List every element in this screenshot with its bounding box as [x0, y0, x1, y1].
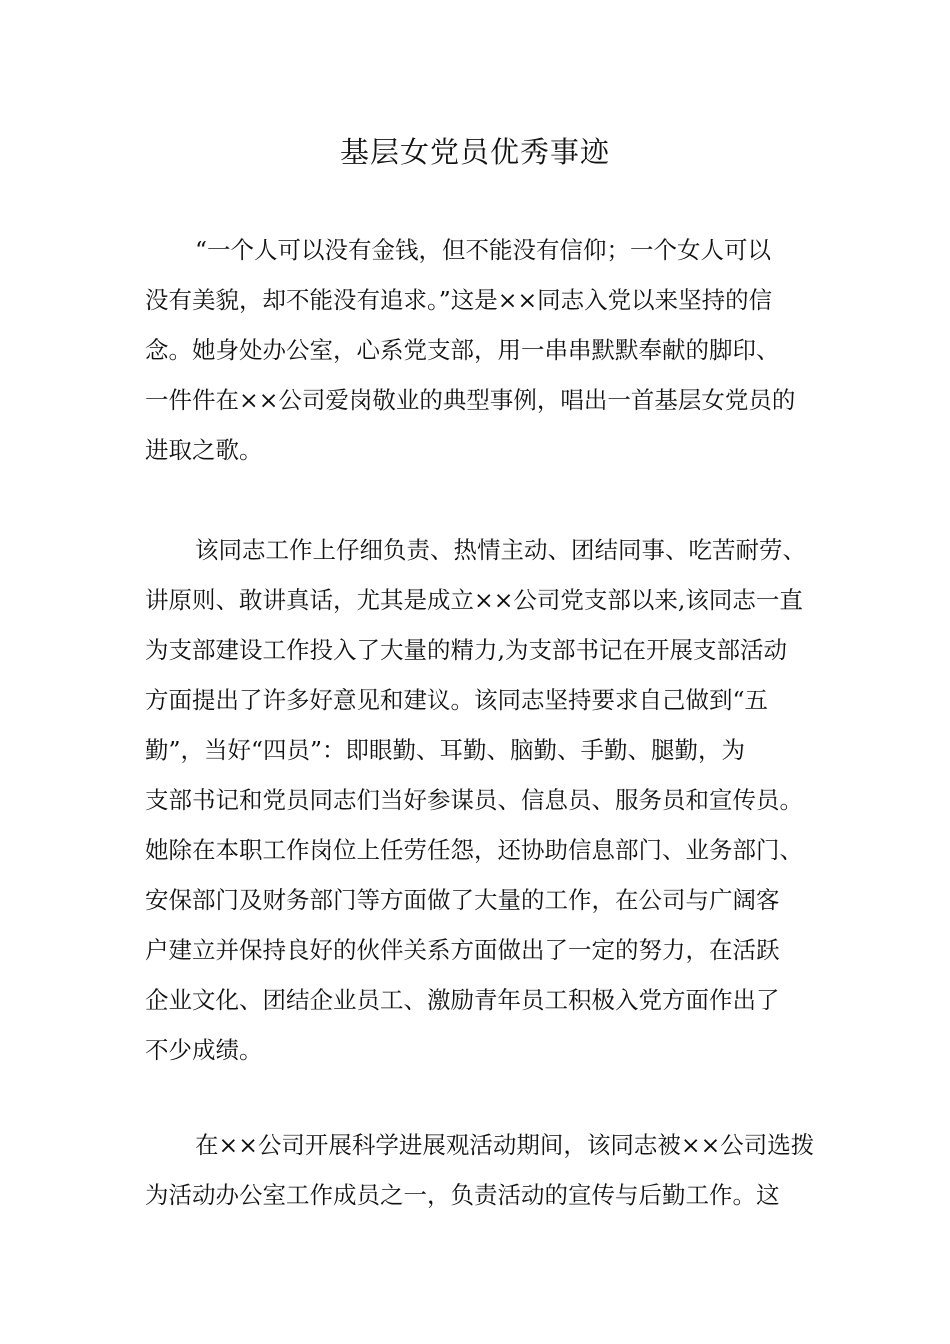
paragraph-2-line-6: 支部书记和党员同志们当好参谋员、信息员、服务员和宣传员。: [145, 786, 803, 814]
paragraph-2-line-5: 勤”，当好“四员”：即眼勤、耳勤、脑勤、手勤、腿勤，为: [145, 736, 746, 764]
paragraph-2-line-4: 方面提出了许多好意见和建议。该同志坚持要求自己做到“五: [145, 686, 769, 714]
paragraph-1-line-5: 进取之歌。: [145, 436, 263, 464]
paragraph-1-line-4: 一件件在××公司爱岗敬业的典型事例，唱出一首基层女党员的: [145, 386, 796, 414]
paragraph-2-line-7: 她除在本职工作岗位上任劳任怨，还协助信息部门、业务部门、: [145, 836, 803, 864]
paragraph-2-line-10: 企业文化、团结企业员工、激励青年员工积极入党方面作出了: [145, 986, 780, 1014]
document-title: 基层女党员优秀事迹: [339, 135, 610, 169]
paragraph-2-line-11: 不少成绩。: [145, 1036, 263, 1064]
paragraph-2-line-9: 户建立并保持良好的伙伴关系方面做出了一定的努力，在活跃: [145, 936, 780, 964]
paragraph-2-line-2: 讲原则、敢讲真话，尤其是成立××公司党支部以来,该同志一直: [145, 586, 803, 614]
paragraph-2-line-1: 该同志工作上仔细负责、热情主动、团结同事、吃苦耐劳、: [195, 536, 806, 564]
paragraph-1-line-3: 念。她身处办公室，心系党支部，用一串串默默奉献的脚印、: [145, 336, 780, 364]
paragraph-2-line-8: 安保部门及财务部门等方面做了大量的工作，在公司与广阔客: [145, 886, 780, 914]
paragraph-1-line-2: 没有美貌，却不能没有追求。”这是××同志入党以来坚持的信: [145, 286, 773, 314]
paragraph-3-line-1: 在××公司开展科学进展观活动期间，该同志被××公司选拨: [195, 1131, 815, 1159]
paragraph-1-line-1: “一个人可以没有金钱，但不能没有信仰；一个女人可以: [195, 236, 772, 264]
paragraph-3-line-2: 为活动办公室工作成员之一，负责活动的宣传与后勤工作。这: [145, 1181, 780, 1209]
paragraph-2-line-3: 为支部建设工作投入了大量的精力,为支部书记在开展支部活动: [145, 636, 787, 664]
